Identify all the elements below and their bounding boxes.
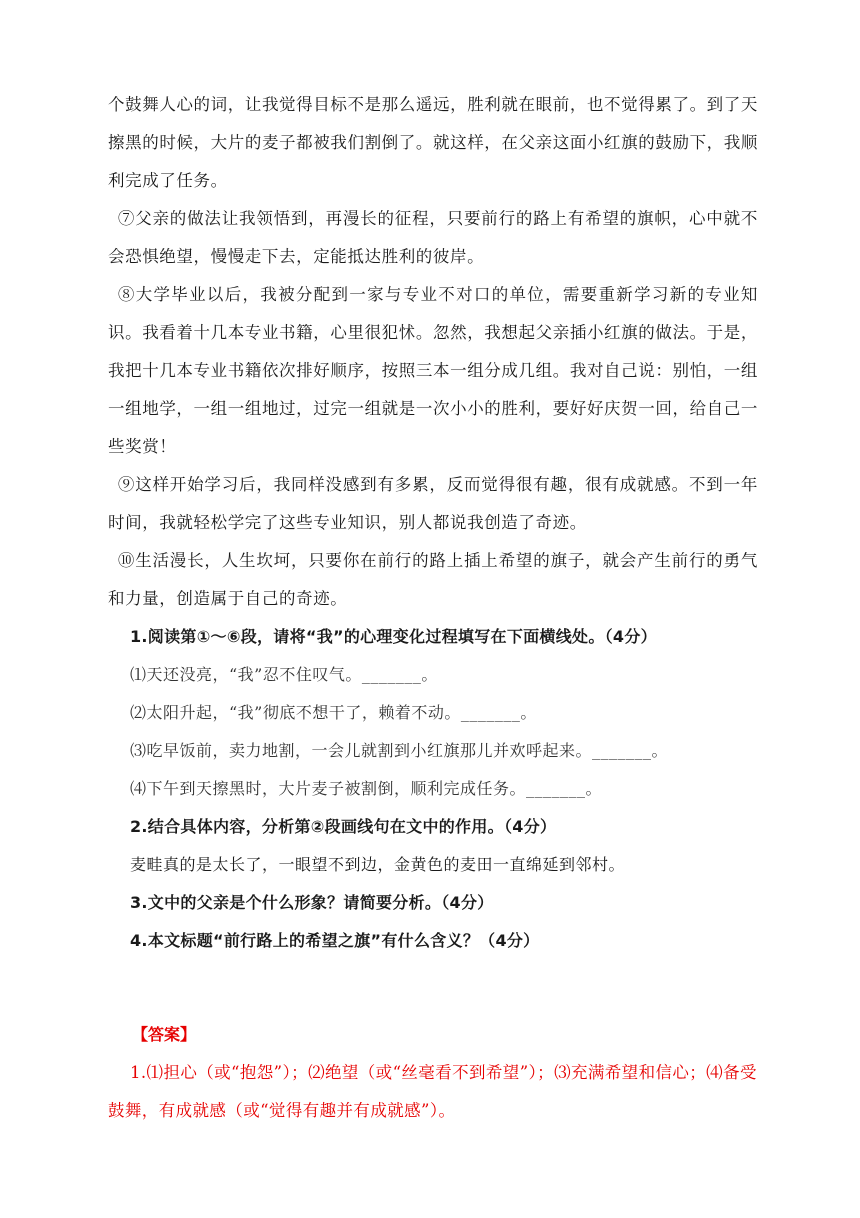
answer-title: 【答案】 [132,1025,197,1044]
question-1-item-2: ⑵太阳升起，“我”彻底不想干了，赖着不动。_______。 [130,703,537,722]
paragraph-10: ⑩生活漫长，人生坎坷，只要你在前行的路上插上希望的旗子，就会产生前行的勇气和力量，创造属于自己的奇迹。 [108,551,758,608]
question-4: 4.本文标题“前行路上的希望之旗”有什么含义？（4分） [130,931,540,950]
document-page [108,86,758,1130]
question-2: 2.结合具体内容，分析第②段画线句在文中的作用。（4分） [130,817,557,836]
question-1-item-4: ⑷下午到天擦黑时，大片麦子被割倒，顺利完成任务。_______。 [130,779,603,798]
paragraph-9: ⑨这样开始学习后，我同样没感到有多累，反而觉得很有趣，很有成就感。不到一年时间，我就轻松学完了这些专业知识，别人都说我创造了奇迹。 [108,475,758,532]
paragraph-8: ⑧大学毕业以后，我被分配到一家与专业不对口的单位，需要重新学习新的专业知识。我看着十几本专业书籍，心里很犯怵。忽然，我想起父亲插小红旗的做法。于是，我把十几本专业书籍依次排好顺序，按照三本一组分成几组。我对自己说：别怕，一组一组地学，一组一组地过，过完一组就是一次小小的胜利，要好好庆贺一回，给自己一些奖赏！ [108,285,758,456]
question-2-quote: 麦畦真的是太长了，一眼望不到边，金黄色的麦田一直绵延到邻村。 [130,855,626,874]
question-1-item-3: ⑶吃早饭前，卖力地割，一会儿就割到小红旗那儿并欢呼起来。_______。 [130,741,669,760]
paragraph-6-continued: 个鼓舞人心的词，让我觉得目标不是那么遥远，胜利就在眼前，也不觉得累了。到了天擦黑的时候，大片的麦子都被我们割倒了。就这样，在父亲这面小红旗的鼓励下，我顺利完成了任务。 [108,95,758,190]
answer-1: 1.⑴担心（或“抱怨”）；⑵绝望（或“丝毫看不到希望”）；⑶充满希望和信心；⑷备受鼓舞，有成就感（或“觉得有趣并有成就感”）。 [108,1063,757,1120]
paragraph-7: ⑦父亲的做法让我领悟到，再漫长的征程，只要前行的路上有希望的旗帜，心中就不会恐惧绝望，慢慢走下去，定能抵达胜利的彼岸。 [108,209,758,266]
question-3: 3.文中的父亲是个什么形象？请简要分析。（4分） [130,893,494,912]
question-1-item-1: ⑴天还没亮，“我”忍不住叹气。_______。 [130,665,438,684]
question-1: 1.阅读第①～⑥段，请将“我”的心理变化过程填写在下面横线处。（4分） [130,627,657,646]
